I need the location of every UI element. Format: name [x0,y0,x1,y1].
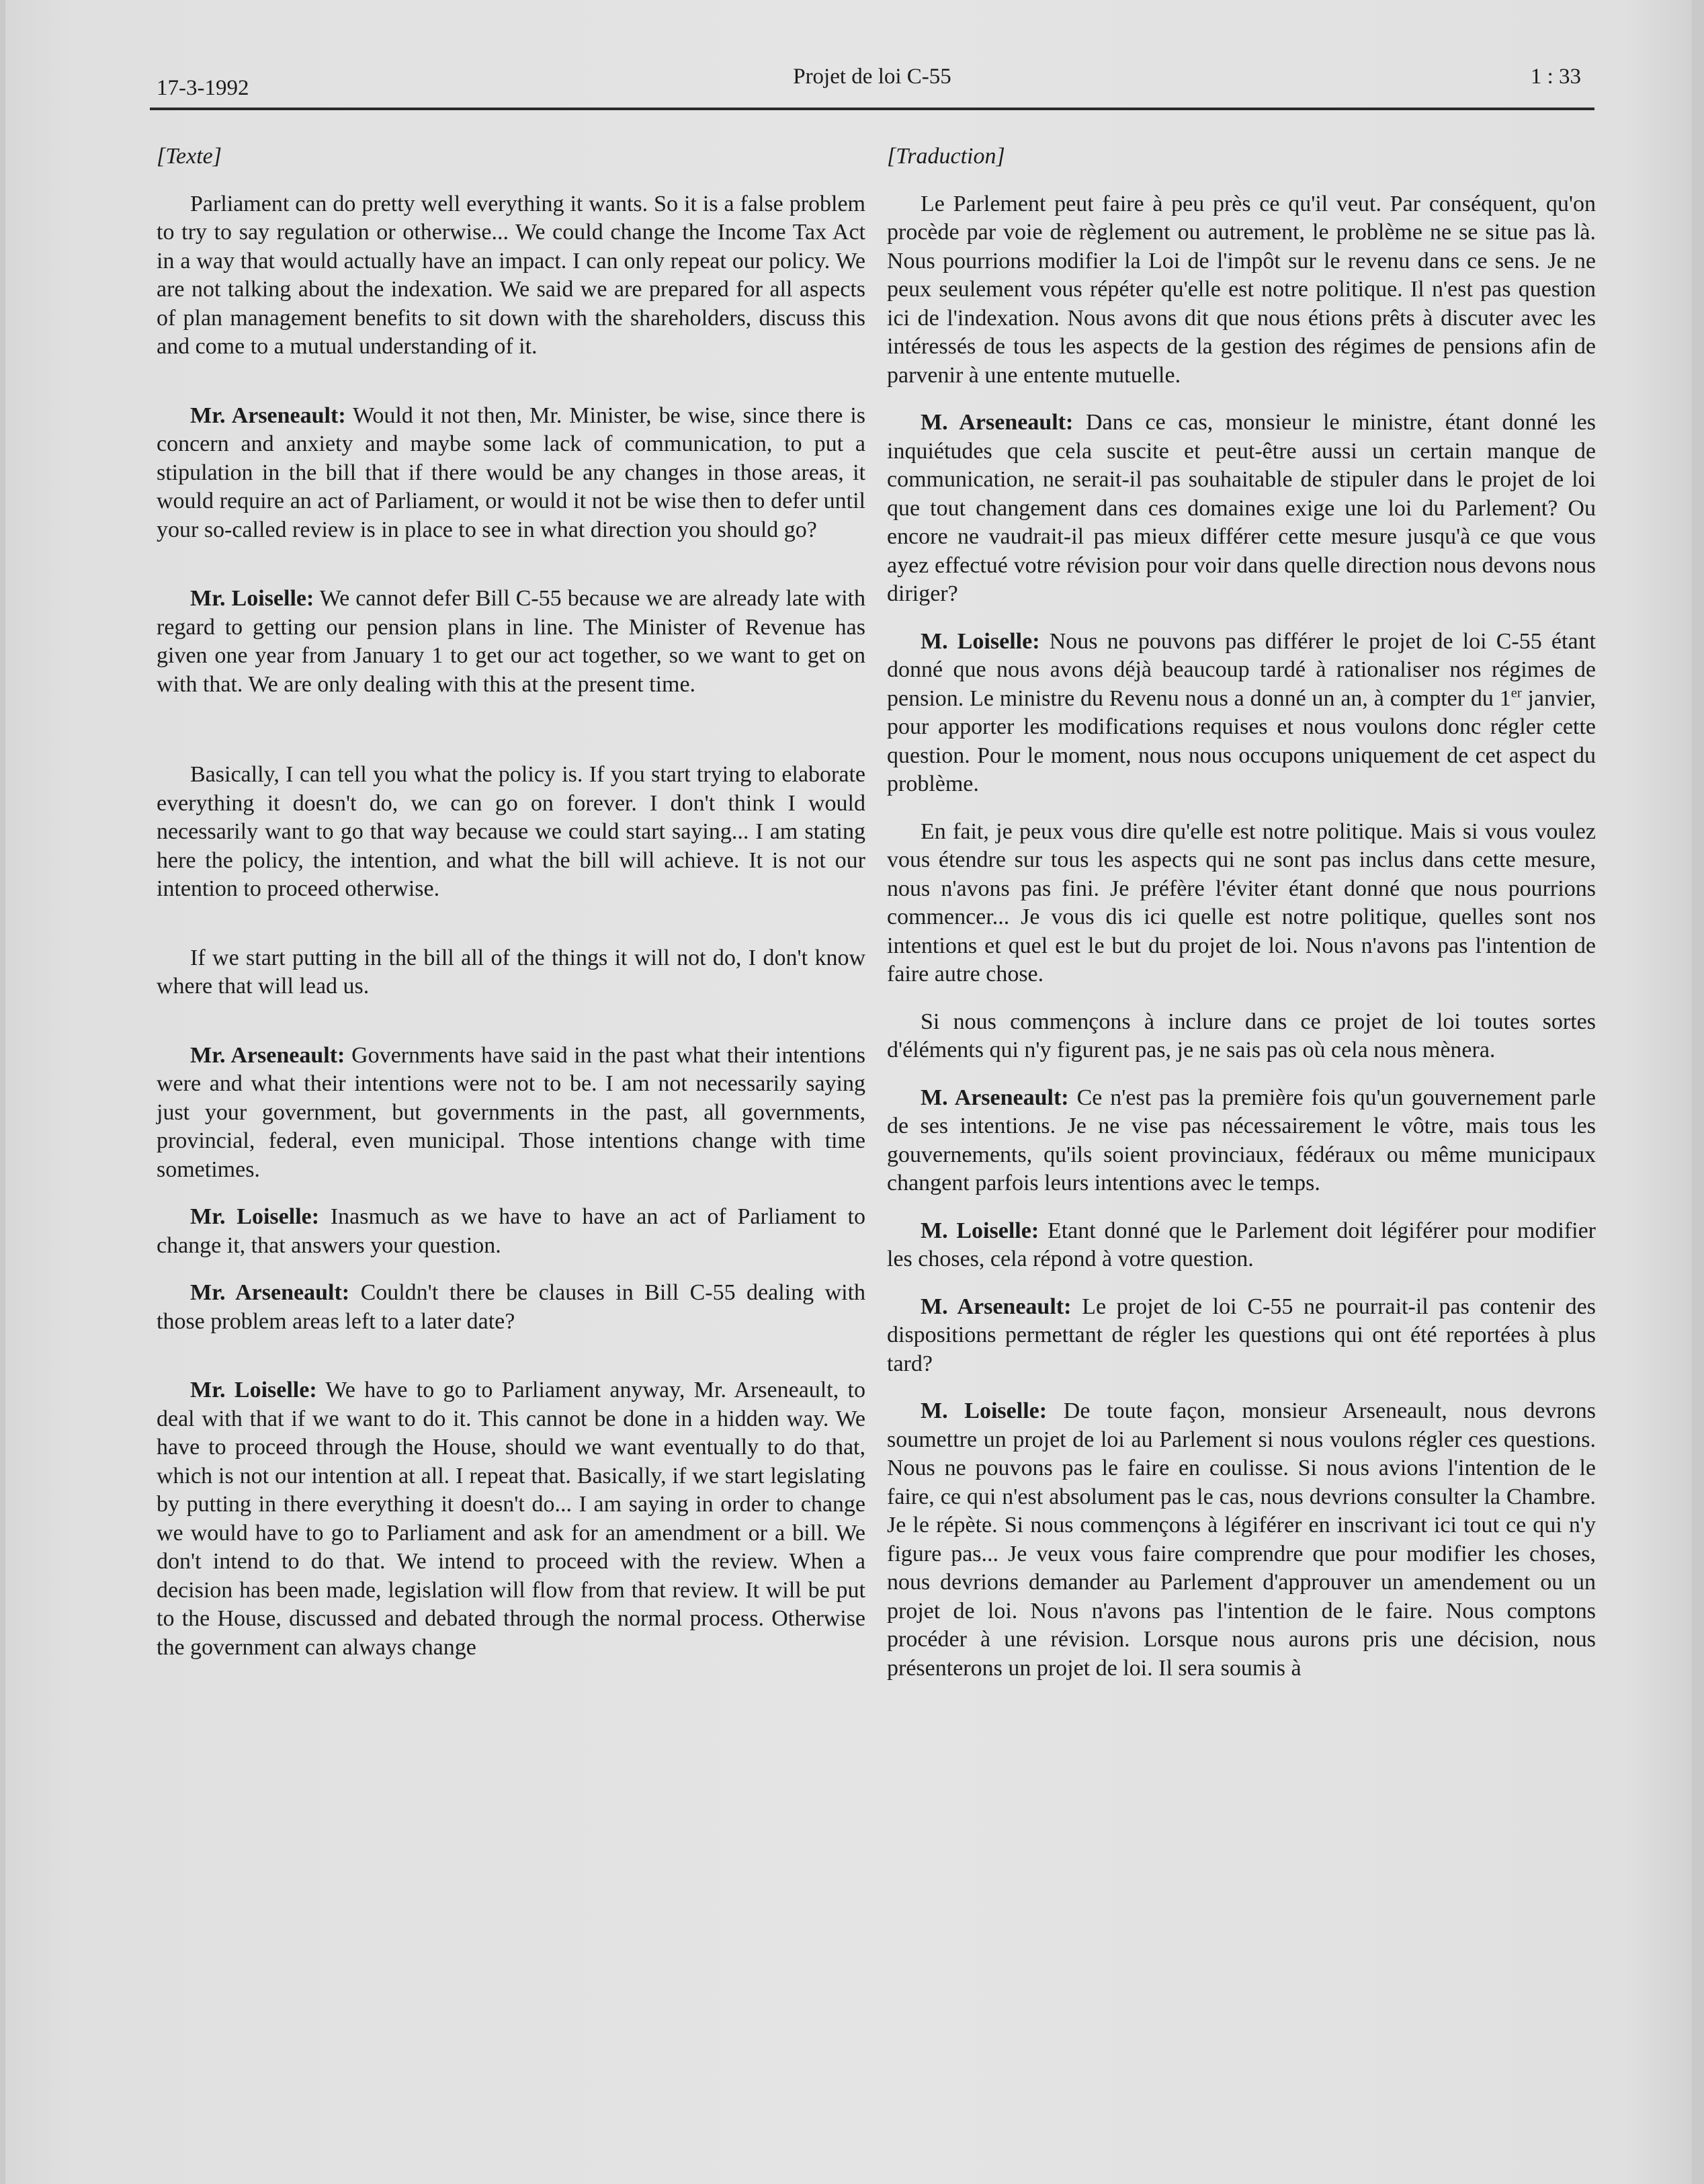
paragraph [157,585,865,699]
speaker-name: Mr. Loiselle: [190,1378,317,1402]
document-page [5,0,1692,2184]
header-page-number: 1 : 33 [1530,65,1581,89]
speaker-name: M. Loiselle: [921,628,1040,654]
speaker-name: M. Arseneault: [921,1085,1069,1110]
paragraph-text: Dans ce cas, monsieur le ministre, étant donné les inquiétudes que cela suscite et peut-être aussi un certain manque de communication, ne serait-il pas souhaitable de stipuler dans le projet de loi que tout changement dans ces domaines exige une loi du Parlement? Ou encore ne vaudrait-il pas mieux différer cette mesure jusqu'à ce que vous ayez effectué votre révision pour voir dans quelle direction nous devons nous diriger? [887,410,1596,606]
paragraph [887,190,1596,390]
speaker-name: M. Arseneault: [921,410,1074,435]
paragraph-text: Would it not then, Mr. Minister, be wise, since there is concern and anxiety and maybe some lack of communication, to put a stipulation in the bill that if there would be any changes in those areas, it would require an act of Parliament, or would it not be wise then to defer until your so-called review is in place to see in what direction you should go? [157,403,865,542]
paragraph [887,1397,1596,1683]
paragraph-text: We have to go to Parliament anyway, Mr. Arseneault, to deal with that if we want to do it. This cannot be done in a hidden way. We have to proceed through the House, should we want eventually to do that, which is not our intention at all. I repeat that. Basically, if we start legislating by putting in there everything it doesn't do... I am saying in order to change we would have to go to Parliament and ask for an amendment or a bill. We don't intend to do that. We intend to proceed with the review. When a decision has been made, legislation will flow from that review. It will be put to the House, discussed and debated through the normal process. Otherwise the government can always change [157,1378,866,1660]
paragraph-text: Parliament can do pretty well everything it wants. So it is a false problem to try to say regulation or otherwise... We could change the Income Tax Act in a way that would actually have an impact. I can only repeat our policy. We are not talking about the indexation. We said we are prepared for all aspects of plan management benefits to sit down with the shareholders, discuss this and come to a mutual understanding of it. [157,191,865,359]
paragraph-text: En fait, je peux vous dire qu'elle est notre politique. Mais si vous voulez vous étendre sur tous les aspects qui ne sont pas inclus dans cette mesure, nous n'avons pas fini. Je préfère l'éviter étant donné que nous pourrions commencer... Je vous dis ici quelle est notre politique, quelles sont nos intentions et quel est le but du projet de loi. Nous n'avons pas l'intention de faire autre chose. [887,818,1596,986]
speaker-name: M. Loiselle: [921,1398,1048,1423]
paragraph-text: Basically, I can tell you what the policy is. If you start trying to elaborate everything it doesn't do, we can go on forever. I don't think I would necessarily want to go that way because we could start saying... I am stating here the policy, the intention, and what the bill will achieve. It is not our intention to proceed otherwise. [157,762,865,901]
paragraph-text: Inasmuch as we have to have an act of Parliament to change it, that answers your question. [157,1204,866,1258]
paragraph-text: Le Parlement peut faire à peu près ce qu'il veut. Par conséquent, qu'on procède par voie de règlement ou autrement, le problème ne se situe pas là. Nous pourrions modifier la Loi de l'impôt sur le revenu dans ce sens. Je ne peux seulement vous répéter qu'elle est notre politique. Il n'est pas question ici de l'indexation. Nous avons dit que nous étions prêts à discuter avec les intéressés de tous les aspects de la gestion des régimes de pensions afin de parvenir à une entente mutuelle. [887,191,1596,388]
paragraph [157,761,865,904]
paragraph [887,628,1596,799]
paragraph [157,1376,865,1662]
paragraph [887,1008,1596,1065]
paragraph [157,1279,865,1336]
french-column [887,142,1596,1702]
paragraph [157,944,865,1001]
paragraph [887,1084,1596,1198]
column-label: [Traduction] [887,144,1005,169]
speaker-name: Mr. Loiselle: [190,586,314,611]
english-column [157,142,865,1681]
paragraph-text: If we start putting in the bill all of the things it will not do, I don't know where that will lead us. [157,945,865,999]
speaker-name: M. Arseneault: [921,1294,1072,1319]
paragraph-text: Couldn't there be clauses in Bill C-55 dealing with those problem areas left to a later date? [157,1280,866,1334]
speaker-name: Mr. Arseneault: [190,1042,345,1068]
speaker-name: Mr. Loiselle: [190,1204,320,1229]
paragraph [887,818,1596,989]
paragraph-text: Ce n'est pas la première fois qu'un gouvernement parle de ses intentions. Je ne vise pas nécessairement le vôtre, mais tous les gouvernements, qu'ils soient provinciaux, fédéraux ou même municipaux changent parfois leurs intentions avec le temps. [887,1085,1596,1195]
header-date: 17-3-1992 [157,76,249,100]
paragraph-text: We cannot defer Bill C-55 because we are already late with regard to getting our pension plans in line. The Minister of Revenue has given one year from January 1 to get our act together, so we want to get on with that. We are only dealing with this at the present time. [157,586,866,697]
paragraph [157,190,865,362]
paragraph-text: De toute façon, monsieur Arseneault, nous devrons soumettre un projet de loi au Parlement si nous voulons régler ces questions. Nous ne pouvons pas le faire en coulisse. Si nous avions l'intention de le faire, ce qui n'est absolument pas le cas, nous devrions consulter la Chambre. Je le répète. Si nous commençons à légiférer en inscrivant ici tout ce qui n'y figure pas... Je veux vous faire comprendre que pour modifier les choses, nous devrions demander au Parlement d'approuver un amendement ou un projet de loi. Nous n'avons pas l'intention de le faire. Nous comptons procéder à une révision. Lorsque nous aurons pris une décision, nous présenterons un projet de loi. Il sera soumis à [887,1398,1596,1681]
column-label: [Texte] [157,144,222,169]
paragraph-text: Etant donné que le Parlement doit légiférer pour modifier les choses, cela répond à votre question. [887,1218,1596,1271]
paragraph-text: Le projet de loi C-55 ne pourrait-il pas contenir des dispositions permettant de régler les questions qui ont été reportées à plus tard? [887,1294,1596,1376]
paragraph-text: Governments have said in the past what their intentions were and what their intentions were not to be. I am not necessarily saying just your government, but governments in the past, all governments, provincial, federal, even municipal. Those intentions change with time sometimes. [157,1042,866,1182]
header-title: Projet de loi C-55 [793,65,951,89]
paragraph-text: Si nous commençons à inclure dans ce projet de loi toutes sortes d'éléments qui n'y figurent pas, je ne sais pas où cela nous mènera. [887,1009,1596,1062]
paragraph-text: janvier, pour apporter les modifications requises et nous voulons donc régler cette question. Pour le moment, nous nous occupons uniquement de cet aspect du problème. [887,685,1596,796]
speaker-name: Mr. Arseneault: [190,1280,350,1305]
paragraph [157,402,865,545]
superscript: er [1510,685,1522,701]
paragraph [887,1293,1596,1379]
speaker-name: Mr. Arseneault: [190,403,346,428]
paragraph [157,1042,865,1185]
paragraph-text: Nous ne pouvons pas différer le projet de loi C-55 étant donné que nous avons déjà beaucoup tardé à rationaliser nos régimes de pension. Le ministre du Revenu nous a donné un an, à compter du 1 [887,628,1596,711]
paragraph [157,1203,865,1260]
speaker-name: M. Loiselle: [921,1218,1039,1243]
paragraph [887,1217,1596,1274]
paragraph [887,409,1596,609]
page-header [150,59,1594,110]
